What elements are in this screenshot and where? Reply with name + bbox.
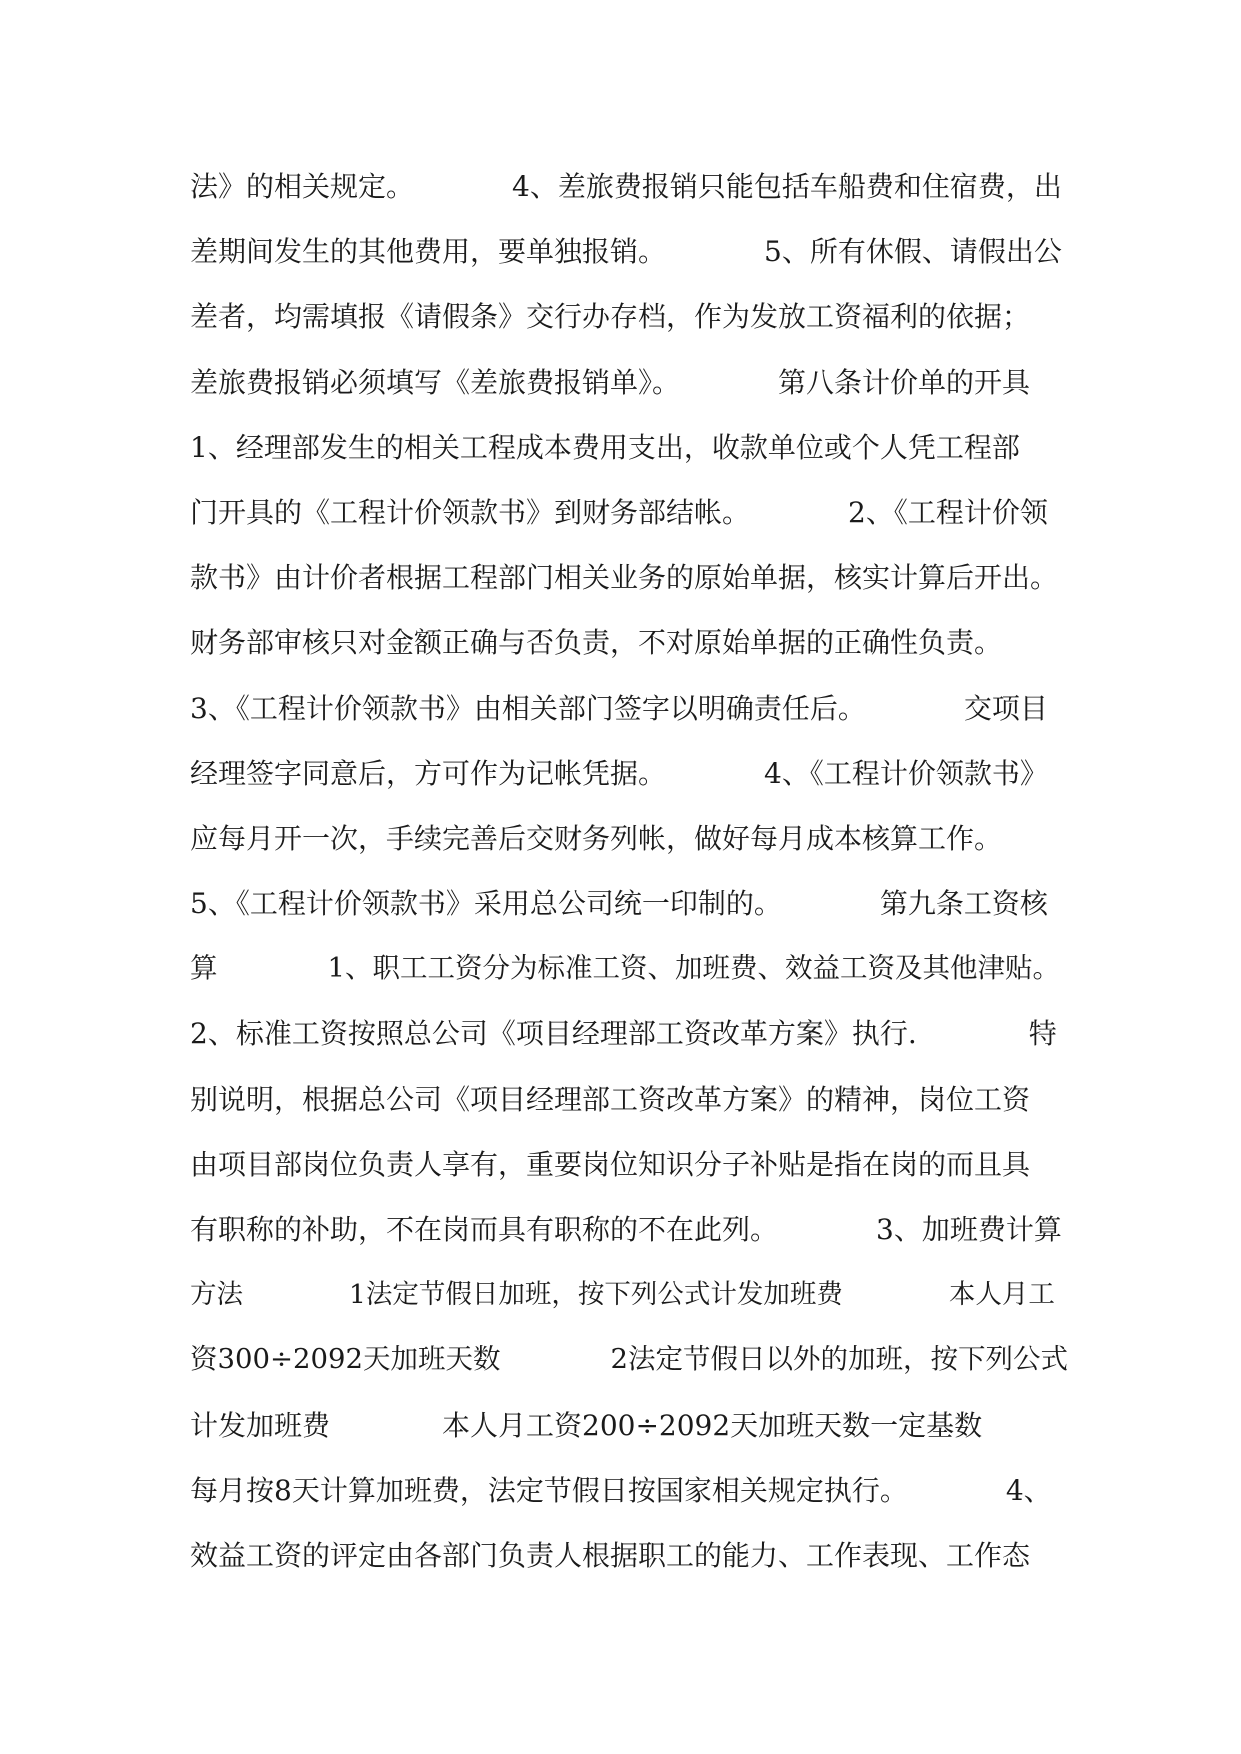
text-line: 差旅费报销必须填写《差旅费报销单》。 第八条计价单的开具: [190, 365, 1031, 399]
text-line: 款书》由计价者根据工程部门相关业务的原始单据，核实计算后开出。: [190, 561, 1059, 595]
text-line: 1、经理部发生的相关工程成本费用支出，收款单位或个人凭工程部: [190, 430, 1020, 464]
body-text: [190, 154, 1070, 1588]
text-line: 财务部审核只对金额正确与否负责，不对原始单据的正确性负责。: [190, 626, 1003, 660]
text-line: 差期间发生的其他费用，要单独报销。 5、所有休假、请假出公: [190, 235, 1062, 269]
text-line: 门开具的《工程计价领款书》到财务部结帐。 2、《工程计价领: [190, 495, 1048, 529]
text-line: 资300÷2092天加班天数 2法定节假日以外的加班，按下列公式: [190, 1343, 1069, 1376]
text-line: 别说明，根据总公司《项目经理部工资改革方案》的精神，岗位工资: [190, 1082, 1031, 1116]
text-line: 算 1、职工工资分为标准工资、加班费、效益工资及其他津贴。: [190, 952, 1060, 985]
text-line: 差者，均需填报《请假条》交行办存档，作为发放工资福利的依据；: [190, 300, 1031, 334]
text-line: 每月按8天计算加班费，法定节假日按国家相关规定执行。 4、: [190, 1473, 1052, 1507]
text-line: 2、标准工资按照总公司《项目经理部工资改革方案》执行. 特: [190, 1017, 1057, 1051]
text-line: 有职称的补助，不在岗而具有职称的不在此列。 3、加班费计算: [190, 1213, 1062, 1246]
text-line: 法》的相关规定。 4、差旅费报销只能包括车船费和住宿费，出: [190, 170, 1062, 203]
text-line: 5、《工程计价领款书》采用总公司统一印制的。 第九条工资核: [190, 887, 1048, 921]
text-line: 计发加班费 本人月工资200÷2092天加班天数一定基数: [190, 1408, 983, 1442]
text-line: 经理签字同意后，方可作为记帐凭据。 4、《工程计价领款书》: [190, 756, 1048, 790]
text-line: 3、《工程计价领款书》由相关部门签字以明确责任后。 交项目: [190, 691, 1048, 725]
text-line: 应每月开一次，手续完善后交财务列帐，做好每月成本核算工作。: [190, 821, 1003, 855]
text-line: 方法 1法定节假日加班，按下列公式计发加班费 本人月工: [190, 1279, 1055, 1311]
text-line: 由项目部岗位负责人享有，重要岗位知识分子补贴是指在岗的而且具: [190, 1147, 1031, 1181]
text-line: 效益工资的评定由各部门负责人根据职工的能力、工作表现、工作态: [190, 1538, 1031, 1572]
